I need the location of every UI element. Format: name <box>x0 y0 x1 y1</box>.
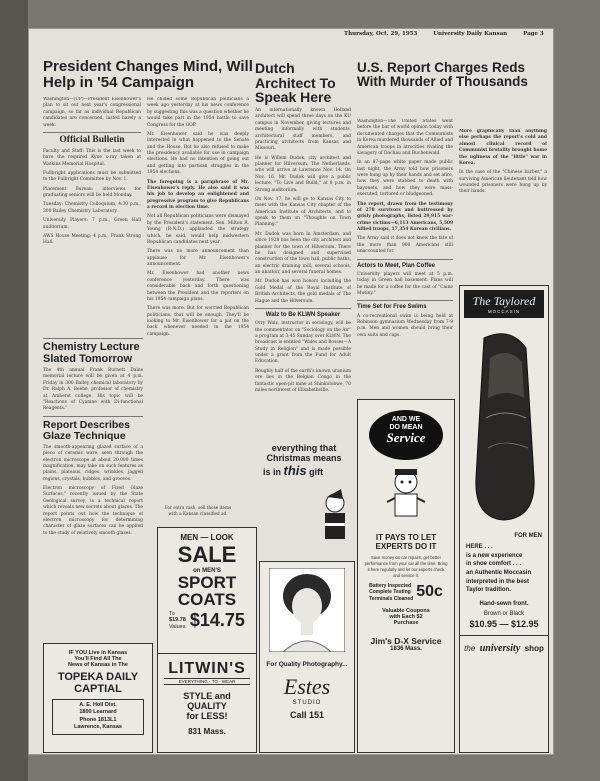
dx-v3: Purchase <box>393 620 419 626</box>
col2-lead: He chided some Republican politicians a week ago yesterday at his news conference by suggesting this was a question whether he would take part in the 1954 battle to save Congress for the GOP. <box>147 97 249 128</box>
chem-headline: Chemistry Lecture Slated Tomorrow <box>43 341 140 365</box>
dx-v2: with Each $2 <box>389 614 423 620</box>
reds-headline: U.S. Report Charges Reds With Murder of Thousands <box>357 61 528 90</box>
shoe-price-high: $12.95 <box>511 619 539 630</box>
dutch-headline: Dutch Architect To Speak Here <box>255 61 336 106</box>
dx-address: 1836 Mass. <box>390 646 422 652</box>
dx-b2: Complete Testing <box>369 589 411 595</box>
dutch-lead: An internationally known Holland architect will spend three days on the KU campus in November, giving lectures and meeting informally with students, architectural staff members, and practicing architects from Kansas and Missouri. <box>255 108 351 152</box>
col2-item4: There was no more announcement than applause for Mr. Eisenhower's announcement. <box>147 249 249 267</box>
reds-body3: The Army said it does not know the fate of the more than 900 Americans still unaccounted for. <box>357 236 453 255</box>
litwins-line2: QUALITY <box>187 701 227 711</box>
shoe-d2: in shoe comfort . . . <box>466 561 522 568</box>
shoe-price-low: $10.95 <box>469 619 497 630</box>
litwins-line1: STYLE and <box>183 691 231 701</box>
actors-body: University players will meet at 5 p.m. today in Green hall basement. Plans will be made for a coffee for the cast of "Caine Mutiny." <box>357 271 453 296</box>
sale-to: To <box>169 610 175 617</box>
shoe-d5: Taylor tradition. <box>466 587 511 594</box>
sale-values: Values <box>169 623 186 630</box>
col2-item6: There was more. But for worried Republican politicians, that will be enough. They'll be looking to Mr. Eisenhower for a pat on the back whenever needed in the 1954 campaign. <box>147 306 249 337</box>
capital-agent: A. E. Holl Dist. <box>79 702 117 708</box>
bulletin-item: Placement Bureau: interviews for graduating seniors will be held Monday. <box>43 186 141 199</box>
dutch-body: He is Willem Dudok, city architect and planner for Hilversum, The Netherlands, who will arrive at Lawrence Nov. 14. On Nov. 16, Mr. Dudok will give a public lecture, "To Live and Build," at 8 p.m. in Strong auditorium. <box>255 155 351 193</box>
column-4 <box>357 61 547 121</box>
store-shop: shop <box>524 644 544 654</box>
sale-word: SALE <box>177 542 237 567</box>
service-line1: AND WE <box>391 416 421 423</box>
dx-service-ad <box>357 399 455 753</box>
bulletin-item: Faculty and Staff: This is the last week to have the required Kyne x-ray taken at Watkins Memorial Hospital. <box>43 148 141 167</box>
lead-headline: President Changes Mind, Will Help in '54 Campaign <box>43 59 253 91</box>
paper-name: University Daily Kansan <box>433 31 508 37</box>
klwn-body2: Roughly half of the earth's known uranium ore lies in the Belgian Congo in the fantastic open-pit mine at Shinkolobwe, 70 miles northwest of Elisabethville. <box>255 368 351 393</box>
litwins-ad <box>157 653 257 753</box>
chem-body: The 4th annual Frank Burnett Dains memorial lecture will be given at 4 p.m. Friday in 300 Bailey chemical laboratory by Dr. Ralph A. Beebe, professor of chemistry at Amherst college. His topic will be "Reactions of Cyanine with Di-functional Reagents." <box>43 368 143 412</box>
bulletin-title: Official Bulletin <box>59 134 125 145</box>
col2-item2: The foregoing is a paraphrase of Mr. Eisenhower's reply. He also said it was his job to develop an enlightened and progressive program to give Republicans a record in election time. <box>147 179 249 210</box>
bulletin-list <box>43 149 141 247</box>
swim-headline: Time Set for Free Swims <box>357 304 427 311</box>
capital-paper1: TOPEKA DAILY <box>57 671 139 683</box>
reds-body: In an 87-page white paper made public last night, the Army told how prisoners were hung up by their hands and set afire, how they were stabbed to death with bayonets, and how they were mass-executed, tortured or bludgeoned. <box>357 160 453 198</box>
dx-b1: Battery Inspected <box>369 582 412 589</box>
newspaper-page <box>28 28 554 755</box>
for-men-label: FOR MEN <box>514 533 542 539</box>
reds-note: More graphically than anything else perhaps the report's cold and almost clinical record of Communist brutality brought home the ugliness of the "little" war in Korea. <box>459 129 547 166</box>
taylored-brand: The Taylored <box>472 294 536 308</box>
dx-price: 50c <box>416 583 443 601</box>
dutch-body2: On Nov. 17, he will go to Kansas City to meet with the Kansas City chapter of the American Institute of Architects, and to speak to them on "Thoughts on Town Planning." <box>255 196 351 228</box>
service-line2: DO MEAN <box>389 423 423 431</box>
reds-story-right <box>459 129 547 279</box>
dx-headline1: IT PAYS TO LET <box>375 533 437 542</box>
sale-old-price: $19.78 <box>169 617 186 624</box>
xmas-line2: Christmas means <box>266 453 342 463</box>
column-3 <box>255 61 351 436</box>
capital-city: Lawrence, Kansas <box>74 724 122 731</box>
shoe-colors: Brown or Black <box>483 611 525 618</box>
classified-promo <box>147 505 249 523</box>
sale-coats: COATS <box>177 590 237 609</box>
xmas-line3: is in <box>263 467 282 477</box>
dx-body: Save money on car repairs, get better performance from your car all the time. Bring it here regularly and let our experts check and service it. <box>364 555 448 578</box>
actors-headline: Actors to Meet, Plan Coffee <box>357 262 436 269</box>
service-line3: Service <box>386 430 426 446</box>
bulletin-item: Fullbright applications must be submitted to the Fulbright Committee by Nov. 1. <box>43 170 141 183</box>
litwins-logo: LITWIN'S <box>168 660 246 677</box>
dx-v1: Valuable Coupons <box>382 608 430 614</box>
issue-date: Thursday, Oct. 29, 1953 <box>344 31 418 37</box>
page-header <box>344 31 544 37</box>
store-the: the <box>464 644 476 654</box>
capital-line3: News of Kansas in The <box>68 662 128 668</box>
litwins-address: 831 Mass. <box>188 727 226 736</box>
col2-item3: Not all Republican politicians were dismayed by the President's statement. Sen. Milton R. Young (R-N.D.) applauded the strategy which, he said, would help midwestern Republican candidates next year. <box>147 214 249 245</box>
shoe-d4: interpreted in the best <box>466 578 530 585</box>
sport-coats-sale-ad <box>157 527 257 655</box>
klwn-headline: Walz to Be KLWN Speaker <box>265 311 341 318</box>
sale-on: on MEN'S <box>193 568 221 574</box>
mechanic-cartoon <box>381 466 431 526</box>
capital-phone: Phone 1813L1 <box>79 716 117 723</box>
sale-new-price: $14.75 <box>189 610 245 630</box>
xmas-emph: this <box>283 463 307 478</box>
dutch-body3: Mr. Dudok was born in Amsterdam, and since 1928 has been the city architect and planner for the town of Hilversum. There he has designed and supervised construction of the town hall, public baths, an electric draining mill, several schools, an abattoir, and several funeral homes. <box>255 231 351 276</box>
topeka-capital-ad <box>43 643 153 753</box>
taylored-moccasin-ad <box>459 285 549 753</box>
page-number: Page 3 <box>523 31 544 37</box>
glaze-headline: Report Describes Glaze Technique <box>43 418 130 442</box>
dutch-body4: Mr. Dudok has won honors including the Gold Medal of the Royal Institute of British Architects, the gold medals of The Hague and the Hilversum. <box>255 279 351 304</box>
shoe-d3: an Authentic Moccasin <box>466 570 532 577</box>
shoe-here: HERE . . . <box>466 544 493 550</box>
bulletin-item: Tuesday: Chemistry Colloquium, 4:30 p.m., 300 Bailey Chemistry Laboratory. <box>43 202 141 214</box>
shoe-d1: is a new experience <box>466 552 523 559</box>
binding-edge <box>0 0 28 781</box>
sale-top: MEN — LOOK <box>180 533 234 542</box>
glaze-body: The smooth-appearing glazed surface of a piece of ceramic ware, seen through the electron microscope at about 20,000 times magnification, may take on such features as plains, plateaus, ridges, wrinkles, jagged regions, crystals, bubbles, and grooves. <box>43 444 143 482</box>
column-2 <box>147 97 249 502</box>
store-university: university <box>479 643 521 655</box>
dx-headline2: EXPERTS DO IT <box>375 542 437 551</box>
moccasin-shoe-illustration <box>464 328 544 528</box>
classified-line1: For extra cash, sell those items <box>164 505 232 510</box>
reds-lead: Washington—The United States went before the bar of world opinion today with documented charges that the Communists in Korea murdered thousands of Allied and American troops in atrocities rivaling the savagery of Dachau and Buchenwald. <box>357 119 453 156</box>
col2-item5: Mr. Eisenhower had another news conference yesterday. There was considerable back and forth questioning between the President and the reporters on his 1954 campaign plans. <box>147 271 249 302</box>
reds-body2: The report, drawn from the testimony of 278 survivors and buttressed by grisly photographs, listed 29,915 war-crime victims—6,113 Americans, 5,509 Allied troops, 17,354 Korean civilians. <box>357 201 453 232</box>
capital-line1: IF YOU Live in Kansas <box>68 650 128 656</box>
dx-b3: Terminals Cleaned <box>369 595 414 602</box>
estes-logo: Estes <box>283 674 331 699</box>
estes-studio-ad <box>259 561 355 753</box>
sale-sport: SPORT <box>177 573 237 592</box>
shoe-price-dash: — <box>499 619 509 630</box>
capital-paper2: CAPTIAL <box>74 683 122 695</box>
classified-line2: with a Kansan classified ad. <box>168 510 228 516</box>
santa-illustration <box>317 489 353 549</box>
xmas-tail: gift <box>309 467 324 477</box>
photo-tagline: For Quality Photography... <box>266 661 348 668</box>
dx-name: Jim's D-X Service <box>370 636 442 646</box>
klwn-body: Orry Walz, instructor in sociology, will be the commentator on "Sociology on the Air" a program at 3:45 Sunday over KLWN. The broadcast is entitled "Wales and Bosses—A Study in Religion" and is made possible under a grant from the Fund for Adult Education. <box>255 321 351 365</box>
reds-note2: In the case of the "Chinese barber," a surviving American lieutenant told how wounded prisoners were hung up by their hands. <box>459 170 547 195</box>
lead-story-lead: Washington—(UP)—President Eisenhower's plan to sit out next year's congressional campaign, so far as individual Republican candidates are concerned, lasted barely a week. <box>43 97 141 128</box>
sidebar-stories <box>43 335 143 635</box>
christmas-gift-ad <box>255 439 353 561</box>
litwins-tag: EVERYTHING · TO · WEAR <box>164 678 250 685</box>
bulletin-item: University Players: 7 p.m., Green Hall auditorium. <box>43 218 141 230</box>
xmas-line1: everything that <box>271 443 337 453</box>
swim-body: A co-recreational swim is being held at Robinson gymnasium Wednesday from 7-9 p.m. Men and women should bring their own suits and caps. <box>357 313 453 338</box>
shoe-hand-sewn: Hand-sewn front. <box>479 601 529 608</box>
photo-call: Call 151 <box>289 710 325 720</box>
litwins-line3: for LESS! <box>186 711 228 721</box>
bulletin-item: AWS House Meeting: 4 p.m., Frank Strong Hall. <box>43 233 141 246</box>
photo-studio: STUDIO <box>292 700 322 706</box>
glaze-body2: Electron microscopy of Fired Glaze Surfaces," recently issued by the State Geological survey, is a technical report which reveals new secrets about glazes. The report points out how the technique of electron microscopy for determining character of glaze surfaces can be applied to the study of relatively smooth glazes. <box>43 486 143 536</box>
col2-body: Mr. Eisenhower said he was deeply interested in what happened to the Senate and the House. But he also refused to make the presidency available for use in campaign elections. He had no intention of going out and getting into partisan struggles in the 1954 elections. <box>147 131 249 176</box>
capital-line2: You'll Find All The <box>74 656 122 662</box>
taylored-sub: MOCCASIN <box>487 309 521 314</box>
capital-address: 1800 Learnard <box>79 709 117 716</box>
woman-portrait <box>269 568 345 652</box>
